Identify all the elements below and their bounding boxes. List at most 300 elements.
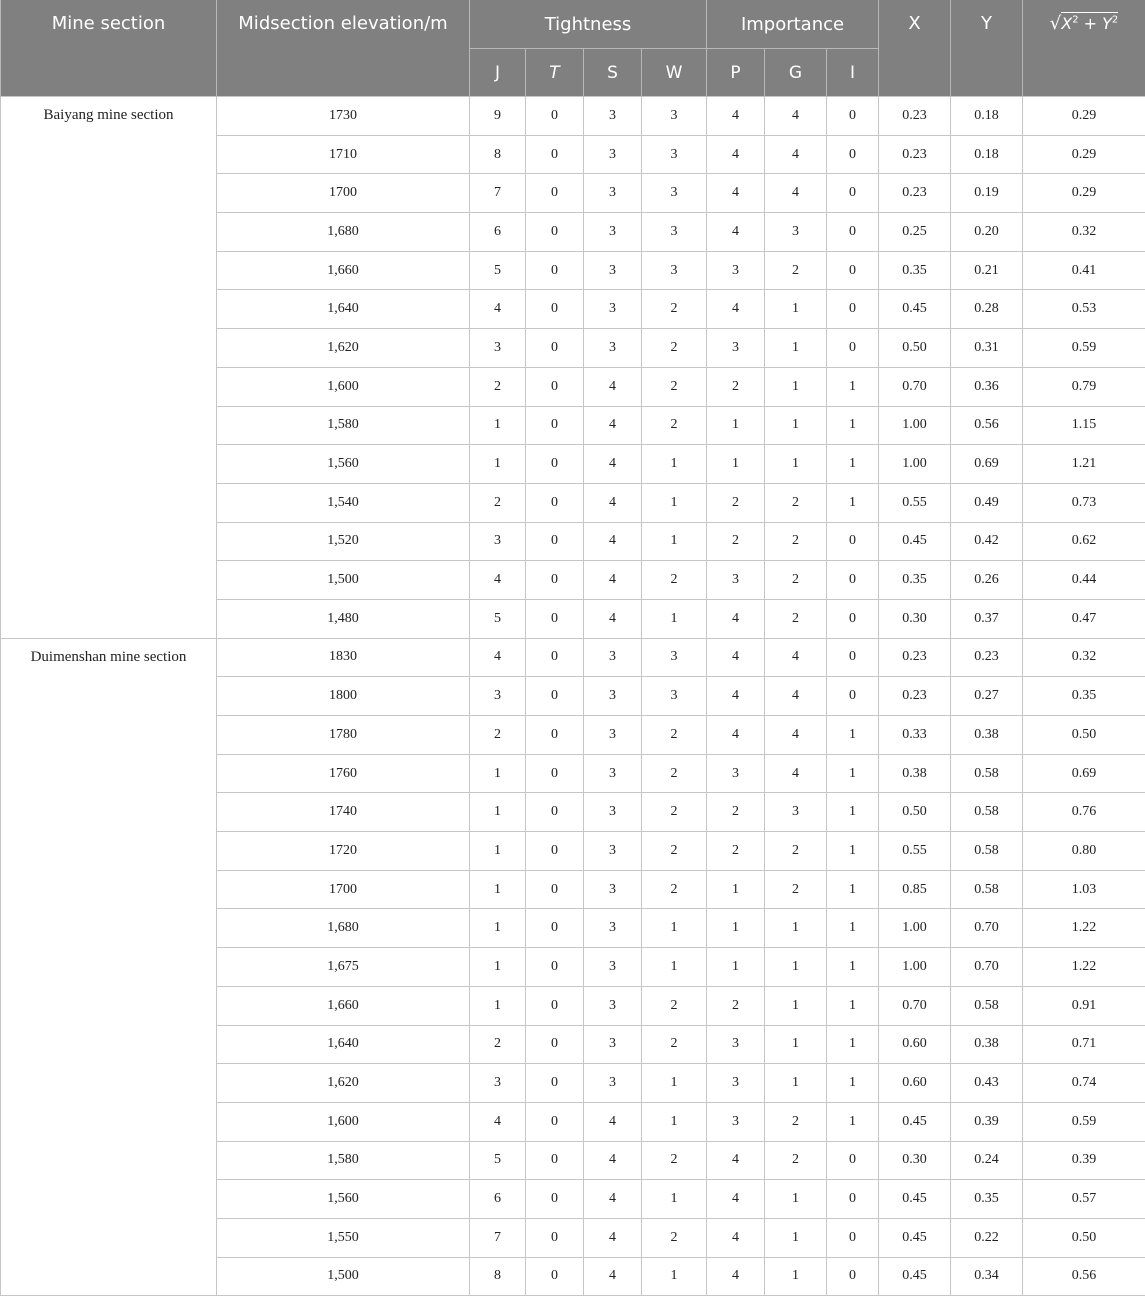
cell-g: 4 bbox=[765, 97, 827, 136]
header-t: T bbox=[526, 49, 584, 97]
cell-g: 2 bbox=[765, 561, 827, 600]
cell-g: 1 bbox=[765, 909, 827, 948]
cell-w: 2 bbox=[642, 406, 707, 445]
cell-y: 0.42 bbox=[951, 522, 1023, 561]
cell-g: 1 bbox=[765, 1064, 827, 1103]
cell-i: 0 bbox=[827, 97, 879, 136]
cell-t: 0 bbox=[526, 1064, 584, 1103]
cell-p: 4 bbox=[707, 290, 765, 329]
cell-t: 0 bbox=[526, 1180, 584, 1219]
cell-i: 0 bbox=[827, 290, 879, 329]
cell-w: 2 bbox=[642, 716, 707, 755]
cell-g: 4 bbox=[765, 638, 827, 677]
cell-x: 0.50 bbox=[879, 329, 951, 368]
table-row bbox=[1, 638, 1145, 677]
formula-y: Y bbox=[1102, 14, 1112, 33]
cell-s: 3 bbox=[584, 793, 642, 832]
cell-elevation: 1,620 bbox=[217, 329, 470, 368]
cell-x: 0.30 bbox=[879, 599, 951, 638]
cell-i: 1 bbox=[827, 870, 879, 909]
cell-y: 0.56 bbox=[951, 406, 1023, 445]
cell-s: 3 bbox=[584, 986, 642, 1025]
cell-t: 0 bbox=[526, 367, 584, 406]
cell-root: 0.44 bbox=[1023, 561, 1145, 600]
cell-root: 0.56 bbox=[1023, 1257, 1145, 1296]
header-tightness: Tightness bbox=[470, 0, 707, 49]
cell-t: 0 bbox=[526, 870, 584, 909]
cell-i: 1 bbox=[827, 909, 879, 948]
cell-elevation: 1,680 bbox=[217, 909, 470, 948]
cell-elevation: 1720 bbox=[217, 832, 470, 871]
cell-p: 2 bbox=[707, 522, 765, 561]
cell-x: 0.60 bbox=[879, 1025, 951, 1064]
cell-g: 1 bbox=[765, 367, 827, 406]
cell-s: 4 bbox=[584, 1141, 642, 1180]
cell-w: 3 bbox=[642, 213, 707, 252]
cell-p: 2 bbox=[707, 483, 765, 522]
cell-i: 0 bbox=[827, 174, 879, 213]
cell-t: 0 bbox=[526, 638, 584, 677]
cell-y: 0.26 bbox=[951, 561, 1023, 600]
cell-x: 0.70 bbox=[879, 367, 951, 406]
cell-y: 0.38 bbox=[951, 716, 1023, 755]
cell-x: 1.00 bbox=[879, 406, 951, 445]
cell-t: 0 bbox=[526, 483, 584, 522]
cell-y: 0.22 bbox=[951, 1218, 1023, 1257]
cell-w: 3 bbox=[642, 174, 707, 213]
header-mine-section: Mine section bbox=[1, 0, 217, 97]
cell-s: 3 bbox=[584, 251, 642, 290]
cell-elevation: 1,660 bbox=[217, 251, 470, 290]
cell-w: 2 bbox=[642, 367, 707, 406]
cell-s: 3 bbox=[584, 638, 642, 677]
cell-s: 3 bbox=[584, 290, 642, 329]
cell-elevation: 1730 bbox=[217, 97, 470, 136]
cell-x: 0.55 bbox=[879, 483, 951, 522]
cell-x: 0.70 bbox=[879, 986, 951, 1025]
cell-p: 4 bbox=[707, 213, 765, 252]
cell-x: 0.55 bbox=[879, 832, 951, 871]
cell-t: 0 bbox=[526, 832, 584, 871]
cell-g: 1 bbox=[765, 290, 827, 329]
cell-elevation: 1710 bbox=[217, 135, 470, 174]
cell-t: 0 bbox=[526, 135, 584, 174]
cell-i: 0 bbox=[827, 1180, 879, 1219]
cell-j: 2 bbox=[470, 1025, 526, 1064]
cell-root: 0.53 bbox=[1023, 290, 1145, 329]
cell-s: 3 bbox=[584, 1025, 642, 1064]
cell-y: 0.39 bbox=[951, 1102, 1023, 1141]
cell-root: 0.80 bbox=[1023, 832, 1145, 871]
cell-i: 1 bbox=[827, 832, 879, 871]
cell-i: 0 bbox=[827, 561, 879, 600]
cell-p: 4 bbox=[707, 677, 765, 716]
cell-w: 3 bbox=[642, 135, 707, 174]
cell-s: 4 bbox=[584, 599, 642, 638]
header-p: P bbox=[707, 49, 765, 97]
cell-elevation: 1,500 bbox=[217, 1257, 470, 1296]
cell-p: 3 bbox=[707, 754, 765, 793]
cell-w: 2 bbox=[642, 1218, 707, 1257]
cell-j: 8 bbox=[470, 1257, 526, 1296]
table-header bbox=[1, 0, 1145, 97]
cell-y: 0.19 bbox=[951, 174, 1023, 213]
cell-s: 3 bbox=[584, 329, 642, 368]
cell-g: 1 bbox=[765, 445, 827, 484]
cell-root: 0.91 bbox=[1023, 986, 1145, 1025]
cell-j: 9 bbox=[470, 97, 526, 136]
cell-p: 4 bbox=[707, 135, 765, 174]
cell-elevation: 1,540 bbox=[217, 483, 470, 522]
cell-t: 0 bbox=[526, 561, 584, 600]
cell-g: 2 bbox=[765, 1102, 827, 1141]
cell-g: 1 bbox=[765, 406, 827, 445]
cell-elevation: 1,560 bbox=[217, 445, 470, 484]
cell-y: 0.69 bbox=[951, 445, 1023, 484]
cell-root: 0.79 bbox=[1023, 367, 1145, 406]
cell-t: 0 bbox=[526, 290, 584, 329]
cell-p: 2 bbox=[707, 832, 765, 871]
cell-elevation: 1830 bbox=[217, 638, 470, 677]
cell-t: 0 bbox=[526, 522, 584, 561]
cell-w: 3 bbox=[642, 97, 707, 136]
cell-y: 0.43 bbox=[951, 1064, 1023, 1103]
cell-p: 3 bbox=[707, 1025, 765, 1064]
cell-t: 0 bbox=[526, 445, 584, 484]
cell-x: 0.23 bbox=[879, 97, 951, 136]
cell-y: 0.31 bbox=[951, 329, 1023, 368]
cell-elevation: 1,550 bbox=[217, 1218, 470, 1257]
cell-w: 2 bbox=[642, 832, 707, 871]
cell-p: 4 bbox=[707, 1257, 765, 1296]
header-g: G bbox=[765, 49, 827, 97]
cell-elevation: 1700 bbox=[217, 870, 470, 909]
cell-elevation: 1760 bbox=[217, 754, 470, 793]
cell-w: 1 bbox=[642, 1257, 707, 1296]
cell-root: 0.69 bbox=[1023, 754, 1145, 793]
cell-s: 4 bbox=[584, 406, 642, 445]
cell-p: 3 bbox=[707, 1064, 765, 1103]
cell-x: 0.33 bbox=[879, 716, 951, 755]
cell-s: 3 bbox=[584, 1064, 642, 1103]
cell-s: 4 bbox=[584, 1102, 642, 1141]
cell-p: 4 bbox=[707, 1218, 765, 1257]
cell-p: 3 bbox=[707, 561, 765, 600]
cell-p: 1 bbox=[707, 909, 765, 948]
cell-x: 1.00 bbox=[879, 445, 951, 484]
cell-root: 0.73 bbox=[1023, 483, 1145, 522]
cell-j: 4 bbox=[470, 290, 526, 329]
cell-g: 2 bbox=[765, 870, 827, 909]
cell-j: 4 bbox=[470, 561, 526, 600]
cell-w: 2 bbox=[642, 561, 707, 600]
cell-t: 0 bbox=[526, 1218, 584, 1257]
cell-x: 0.30 bbox=[879, 1141, 951, 1180]
cell-mine-section: Baiyang mine section bbox=[1, 97, 217, 639]
cell-j: 1 bbox=[470, 986, 526, 1025]
cell-elevation: 1780 bbox=[217, 716, 470, 755]
cell-y: 0.20 bbox=[951, 213, 1023, 252]
cell-y: 0.37 bbox=[951, 599, 1023, 638]
cell-root: 0.32 bbox=[1023, 213, 1145, 252]
cell-g: 2 bbox=[765, 1141, 827, 1180]
cell-g: 1 bbox=[765, 948, 827, 987]
cell-w: 1 bbox=[642, 948, 707, 987]
cell-mine-section: Duimenshan mine section bbox=[1, 638, 217, 1296]
cell-y: 0.18 bbox=[951, 97, 1023, 136]
cell-elevation: 1740 bbox=[217, 793, 470, 832]
cell-w: 3 bbox=[642, 677, 707, 716]
cell-y: 0.34 bbox=[951, 1257, 1023, 1296]
formula-x: X bbox=[1061, 14, 1072, 33]
cell-elevation: 1,675 bbox=[217, 948, 470, 987]
cell-w: 2 bbox=[642, 329, 707, 368]
cell-j: 3 bbox=[470, 522, 526, 561]
cell-g: 2 bbox=[765, 599, 827, 638]
cell-root: 0.29 bbox=[1023, 135, 1145, 174]
cell-g: 1 bbox=[765, 1025, 827, 1064]
cell-root: 1.21 bbox=[1023, 445, 1145, 484]
cell-g: 2 bbox=[765, 251, 827, 290]
cell-j: 5 bbox=[470, 1141, 526, 1180]
cell-g: 1 bbox=[765, 1257, 827, 1296]
cell-y: 0.27 bbox=[951, 677, 1023, 716]
cell-y: 0.58 bbox=[951, 986, 1023, 1025]
cell-y: 0.58 bbox=[951, 754, 1023, 793]
cell-root: 0.74 bbox=[1023, 1064, 1145, 1103]
header-w: W bbox=[642, 49, 707, 97]
cell-elevation: 1800 bbox=[217, 677, 470, 716]
cell-p: 1 bbox=[707, 445, 765, 484]
cell-elevation: 1,660 bbox=[217, 986, 470, 1025]
cell-t: 0 bbox=[526, 406, 584, 445]
cell-i: 0 bbox=[827, 522, 879, 561]
cell-j: 7 bbox=[470, 1218, 526, 1257]
cell-i: 1 bbox=[827, 793, 879, 832]
cell-g: 4 bbox=[765, 716, 827, 755]
header-y: Y bbox=[951, 0, 1023, 97]
cell-w: 1 bbox=[642, 599, 707, 638]
cell-x: 0.45 bbox=[879, 522, 951, 561]
cell-i: 1 bbox=[827, 1064, 879, 1103]
header-j: J bbox=[470, 49, 526, 97]
cell-w: 1 bbox=[642, 909, 707, 948]
cell-x: 0.23 bbox=[879, 174, 951, 213]
cell-g: 2 bbox=[765, 483, 827, 522]
cell-y: 0.58 bbox=[951, 793, 1023, 832]
cell-w: 1 bbox=[642, 1180, 707, 1219]
cell-g: 1 bbox=[765, 986, 827, 1025]
cell-j: 1 bbox=[470, 406, 526, 445]
cell-p: 4 bbox=[707, 174, 765, 213]
cell-w: 2 bbox=[642, 290, 707, 329]
cell-y: 0.70 bbox=[951, 909, 1023, 948]
cell-t: 0 bbox=[526, 793, 584, 832]
cell-w: 2 bbox=[642, 986, 707, 1025]
cell-p: 4 bbox=[707, 1141, 765, 1180]
cell-i: 0 bbox=[827, 1257, 879, 1296]
cell-w: 2 bbox=[642, 754, 707, 793]
cell-t: 0 bbox=[526, 677, 584, 716]
header-s: S bbox=[584, 49, 642, 97]
cell-elevation: 1,520 bbox=[217, 522, 470, 561]
cell-x: 0.23 bbox=[879, 638, 951, 677]
cell-w: 2 bbox=[642, 1025, 707, 1064]
header-elevation: Midsection elevation/m bbox=[217, 0, 470, 97]
cell-y: 0.49 bbox=[951, 483, 1023, 522]
cell-g: 3 bbox=[765, 793, 827, 832]
cell-j: 2 bbox=[470, 716, 526, 755]
cell-root: 0.57 bbox=[1023, 1180, 1145, 1219]
cell-j: 1 bbox=[470, 870, 526, 909]
cell-x: 0.45 bbox=[879, 290, 951, 329]
cell-s: 3 bbox=[584, 677, 642, 716]
cell-t: 0 bbox=[526, 986, 584, 1025]
cell-p: 1 bbox=[707, 948, 765, 987]
cell-root: 0.76 bbox=[1023, 793, 1145, 832]
cell-y: 0.18 bbox=[951, 135, 1023, 174]
cell-s: 3 bbox=[584, 754, 642, 793]
radical-sign: √ bbox=[1050, 13, 1061, 34]
cell-i: 1 bbox=[827, 986, 879, 1025]
cell-s: 3 bbox=[584, 870, 642, 909]
cell-j: 8 bbox=[470, 135, 526, 174]
cell-elevation: 1,640 bbox=[217, 1025, 470, 1064]
cell-elevation: 1,580 bbox=[217, 406, 470, 445]
cell-w: 3 bbox=[642, 251, 707, 290]
cell-elevation: 1700 bbox=[217, 174, 470, 213]
cell-p: 1 bbox=[707, 870, 765, 909]
cell-j: 1 bbox=[470, 793, 526, 832]
cell-y: 0.58 bbox=[951, 832, 1023, 871]
cell-p: 3 bbox=[707, 1102, 765, 1141]
cell-j: 4 bbox=[470, 638, 526, 677]
table-row bbox=[1, 97, 1145, 136]
cell-i: 1 bbox=[827, 483, 879, 522]
cell-g: 2 bbox=[765, 522, 827, 561]
cell-w: 2 bbox=[642, 870, 707, 909]
cell-x: 0.25 bbox=[879, 213, 951, 252]
cell-elevation: 1,600 bbox=[217, 1102, 470, 1141]
cell-x: 0.45 bbox=[879, 1218, 951, 1257]
cell-p: 2 bbox=[707, 793, 765, 832]
cell-x: 0.38 bbox=[879, 754, 951, 793]
cell-g: 4 bbox=[765, 677, 827, 716]
cell-p: 1 bbox=[707, 406, 765, 445]
cell-s: 3 bbox=[584, 174, 642, 213]
cell-s: 4 bbox=[584, 367, 642, 406]
cell-x: 0.50 bbox=[879, 793, 951, 832]
cell-s: 3 bbox=[584, 909, 642, 948]
cell-root: 0.59 bbox=[1023, 329, 1145, 368]
header-sqrt-formula bbox=[1023, 0, 1145, 97]
cell-t: 0 bbox=[526, 599, 584, 638]
cell-j: 3 bbox=[470, 677, 526, 716]
cell-y: 0.24 bbox=[951, 1141, 1023, 1180]
cell-elevation: 1,680 bbox=[217, 213, 470, 252]
cell-x: 0.45 bbox=[879, 1180, 951, 1219]
header-x: X bbox=[879, 0, 951, 97]
cell-root: 1.15 bbox=[1023, 406, 1145, 445]
cell-g: 4 bbox=[765, 754, 827, 793]
cell-w: 1 bbox=[642, 445, 707, 484]
cell-i: 0 bbox=[827, 1141, 879, 1180]
cell-g: 4 bbox=[765, 174, 827, 213]
cell-i: 0 bbox=[827, 329, 879, 368]
cell-j: 1 bbox=[470, 948, 526, 987]
cell-p: 3 bbox=[707, 329, 765, 368]
cell-root: 0.41 bbox=[1023, 251, 1145, 290]
cell-root: 0.47 bbox=[1023, 599, 1145, 638]
cell-i: 1 bbox=[827, 716, 879, 755]
cell-t: 0 bbox=[526, 251, 584, 290]
cell-s: 4 bbox=[584, 483, 642, 522]
cell-p: 4 bbox=[707, 1180, 765, 1219]
cell-j: 5 bbox=[470, 599, 526, 638]
cell-elevation: 1,560 bbox=[217, 1180, 470, 1219]
cell-g: 4 bbox=[765, 135, 827, 174]
cell-y: 0.23 bbox=[951, 638, 1023, 677]
cell-s: 3 bbox=[584, 948, 642, 987]
cell-y: 0.70 bbox=[951, 948, 1023, 987]
cell-w: 1 bbox=[642, 1064, 707, 1103]
cell-g: 2 bbox=[765, 832, 827, 871]
cell-x: 0.35 bbox=[879, 251, 951, 290]
cell-y: 0.36 bbox=[951, 367, 1023, 406]
cell-root: 0.59 bbox=[1023, 1102, 1145, 1141]
cell-i: 0 bbox=[827, 135, 879, 174]
cell-elevation: 1,620 bbox=[217, 1064, 470, 1103]
cell-t: 0 bbox=[526, 1141, 584, 1180]
cell-p: 4 bbox=[707, 599, 765, 638]
cell-t: 0 bbox=[526, 174, 584, 213]
cell-t: 0 bbox=[526, 948, 584, 987]
cell-y: 0.28 bbox=[951, 290, 1023, 329]
cell-y: 0.35 bbox=[951, 1180, 1023, 1219]
cell-x: 1.00 bbox=[879, 909, 951, 948]
cell-t: 0 bbox=[526, 329, 584, 368]
cell-i: 0 bbox=[827, 251, 879, 290]
cell-w: 2 bbox=[642, 1141, 707, 1180]
cell-y: 0.58 bbox=[951, 870, 1023, 909]
cell-p: 2 bbox=[707, 986, 765, 1025]
cell-i: 1 bbox=[827, 367, 879, 406]
header-importance: Importance bbox=[707, 0, 879, 49]
cell-root: 0.62 bbox=[1023, 522, 1145, 561]
cell-elevation: 1,500 bbox=[217, 561, 470, 600]
cell-i: 0 bbox=[827, 1218, 879, 1257]
cell-j: 3 bbox=[470, 329, 526, 368]
cell-s: 4 bbox=[584, 1180, 642, 1219]
cell-y: 0.38 bbox=[951, 1025, 1023, 1064]
cell-i: 1 bbox=[827, 754, 879, 793]
cell-j: 1 bbox=[470, 832, 526, 871]
cell-elevation: 1,580 bbox=[217, 1141, 470, 1180]
cell-y: 0.21 bbox=[951, 251, 1023, 290]
cell-p: 3 bbox=[707, 251, 765, 290]
cell-s: 4 bbox=[584, 522, 642, 561]
cell-s: 3 bbox=[584, 832, 642, 871]
cell-j: 2 bbox=[470, 367, 526, 406]
cell-root: 0.29 bbox=[1023, 174, 1145, 213]
cell-g: 1 bbox=[765, 1180, 827, 1219]
cell-j: 3 bbox=[470, 1064, 526, 1103]
cell-t: 0 bbox=[526, 97, 584, 136]
cell-root: 1.22 bbox=[1023, 909, 1145, 948]
cell-t: 0 bbox=[526, 754, 584, 793]
cell-i: 0 bbox=[827, 638, 879, 677]
header-i: I bbox=[827, 49, 879, 97]
